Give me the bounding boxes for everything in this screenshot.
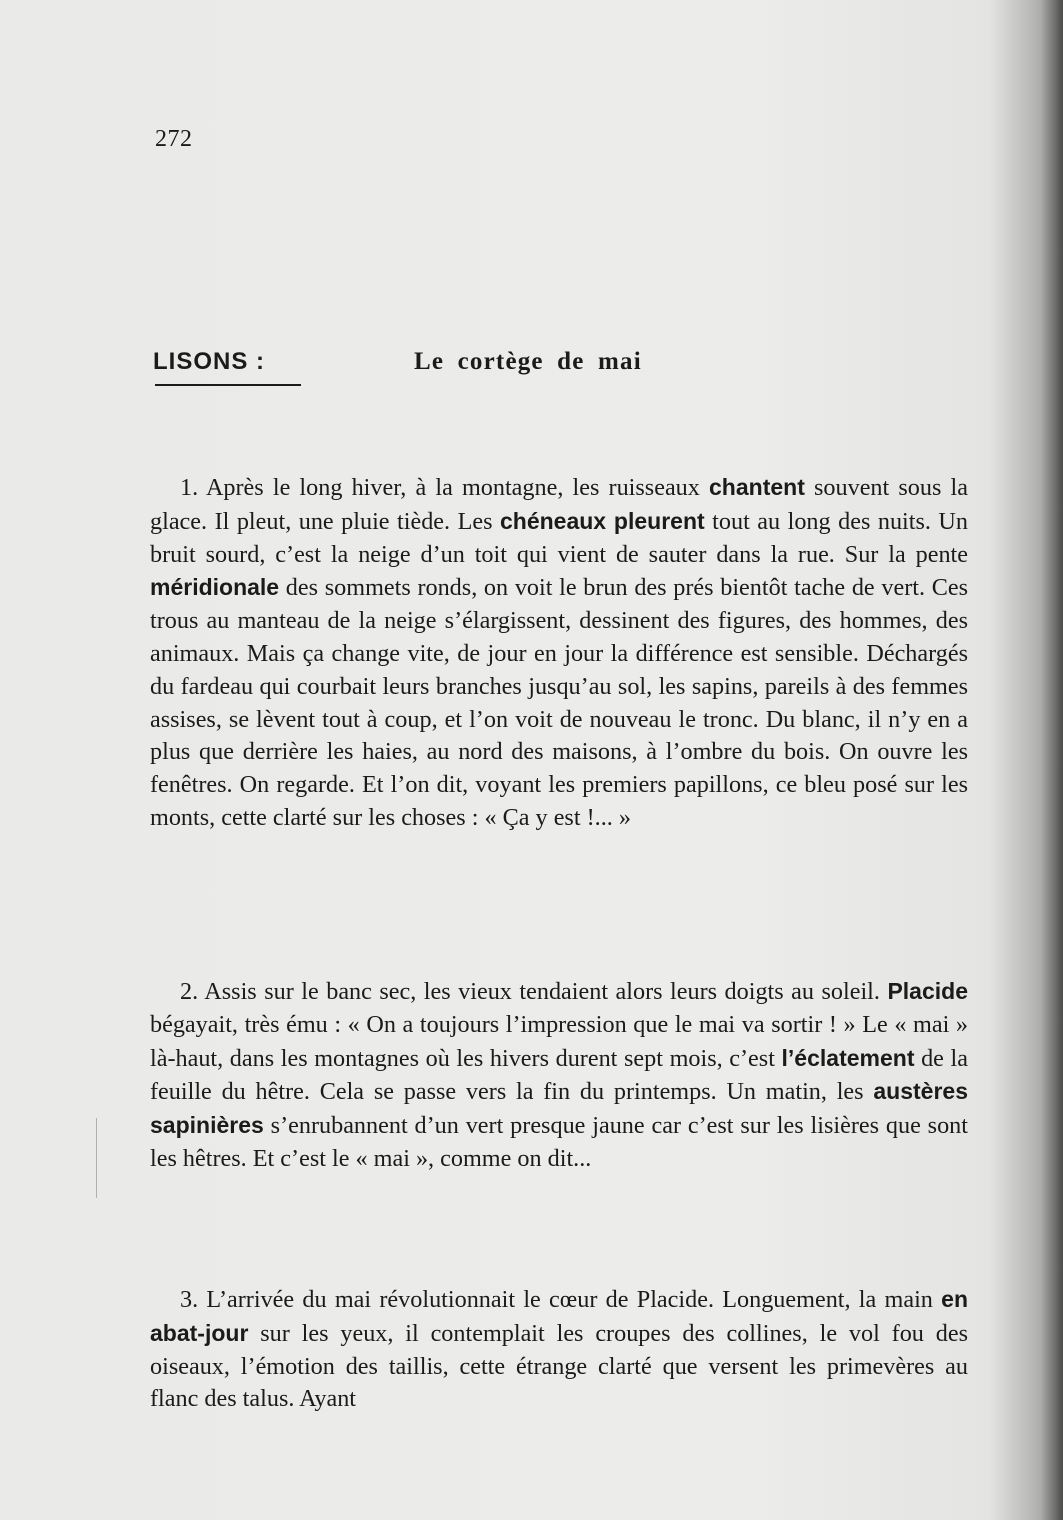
page-number: 272	[155, 126, 193, 152]
text-run: 2. Assis sur le banc sec, les vieux tendaient alors leurs doigts au soleil.	[180, 978, 888, 1005]
paragraph-2	[150, 975, 968, 1176]
bold-term: austères sapinières	[150, 1078, 968, 1139]
text-run: souvent sous la glace. Il pleut, une pluie tiède. Les	[150, 474, 968, 535]
text-run: 3. L’arrivée du mai révolutionnait le cœur de Placide. Longuement, la main	[180, 1286, 942, 1313]
bold-term: méridionale	[150, 574, 280, 601]
bold-term: chantent	[709, 474, 805, 500]
heading-underline	[155, 384, 301, 386]
margin-mark	[96, 1118, 97, 1198]
text-run: de la feuille du hêtre. Cela se passe vers la fin du printemps. Un matin, les	[150, 1044, 968, 1106]
text-run: s’enrubannent d’un vert presque jaune car c’est sur les lisières que sont les hêtres. Et c’est le « mai », comme on dit...	[150, 1112, 968, 1172]
bold-term: Placide	[887, 978, 968, 1004]
text-run: bégayait, très ému : « On a toujours l’impression que le mai va sortir ! » Le « mai » là-haut, dans les montagnes où les hivers durent sept mois, c’est	[150, 1010, 968, 1072]
bold-term: l’éclatement	[781, 1044, 915, 1071]
bold-term: chéneaux pleurent	[499, 507, 705, 534]
bold-term: en abat-jour	[150, 1286, 968, 1346]
text-run: des sommets ronds, on voit le brun des prés bientôt tache de vert. Ces trous au manteau de la neige s’élargissent, dessinent des figures, des hommes, des animaux. Mais ça change vite, de jour en jour la différence est sensible. Déchargés du fardeau qui courbait leurs branches jusqu’au sol, les sapins, pareils à des femmes assises, se lèvent tout à coup, et l’on voit de nouveau le tronc. Du blanc, il n’y en a plus que derrière les haies, au nord des maisons, à l’ombre du bois. On ouvre les fenêtres. On regarde. Et l’on dit, voyant les premiers papillons, ce bleu posé sur les monts, cette clarté sur les choses : « Ça y est !... »	[150, 574, 968, 831]
text-run: 1. Après le long hiver, à la montagne, les ruisseaux	[180, 474, 710, 501]
page-edge-shadow	[1041, 0, 1063, 1520]
paragraph-3	[150, 1283, 968, 1416]
paragraph-1	[150, 471, 968, 835]
text-run: sur les yeux, il contemplait les croupes des collines, le vol fou des oiseaux, l’émotion des taillis, cette étrange clarté que versent les primevères au flanc des talus. Ayant	[150, 1319, 968, 1413]
heading-title: Le cortège de mai	[414, 348, 642, 375]
heading-label: LISONS :	[153, 348, 266, 375]
section-heading	[153, 348, 753, 388]
text-run: tout au long des nuits. Un bruit sourd, c’est la neige d’un toit qui vient de sauter dans la rue. Sur la pente	[150, 507, 968, 568]
